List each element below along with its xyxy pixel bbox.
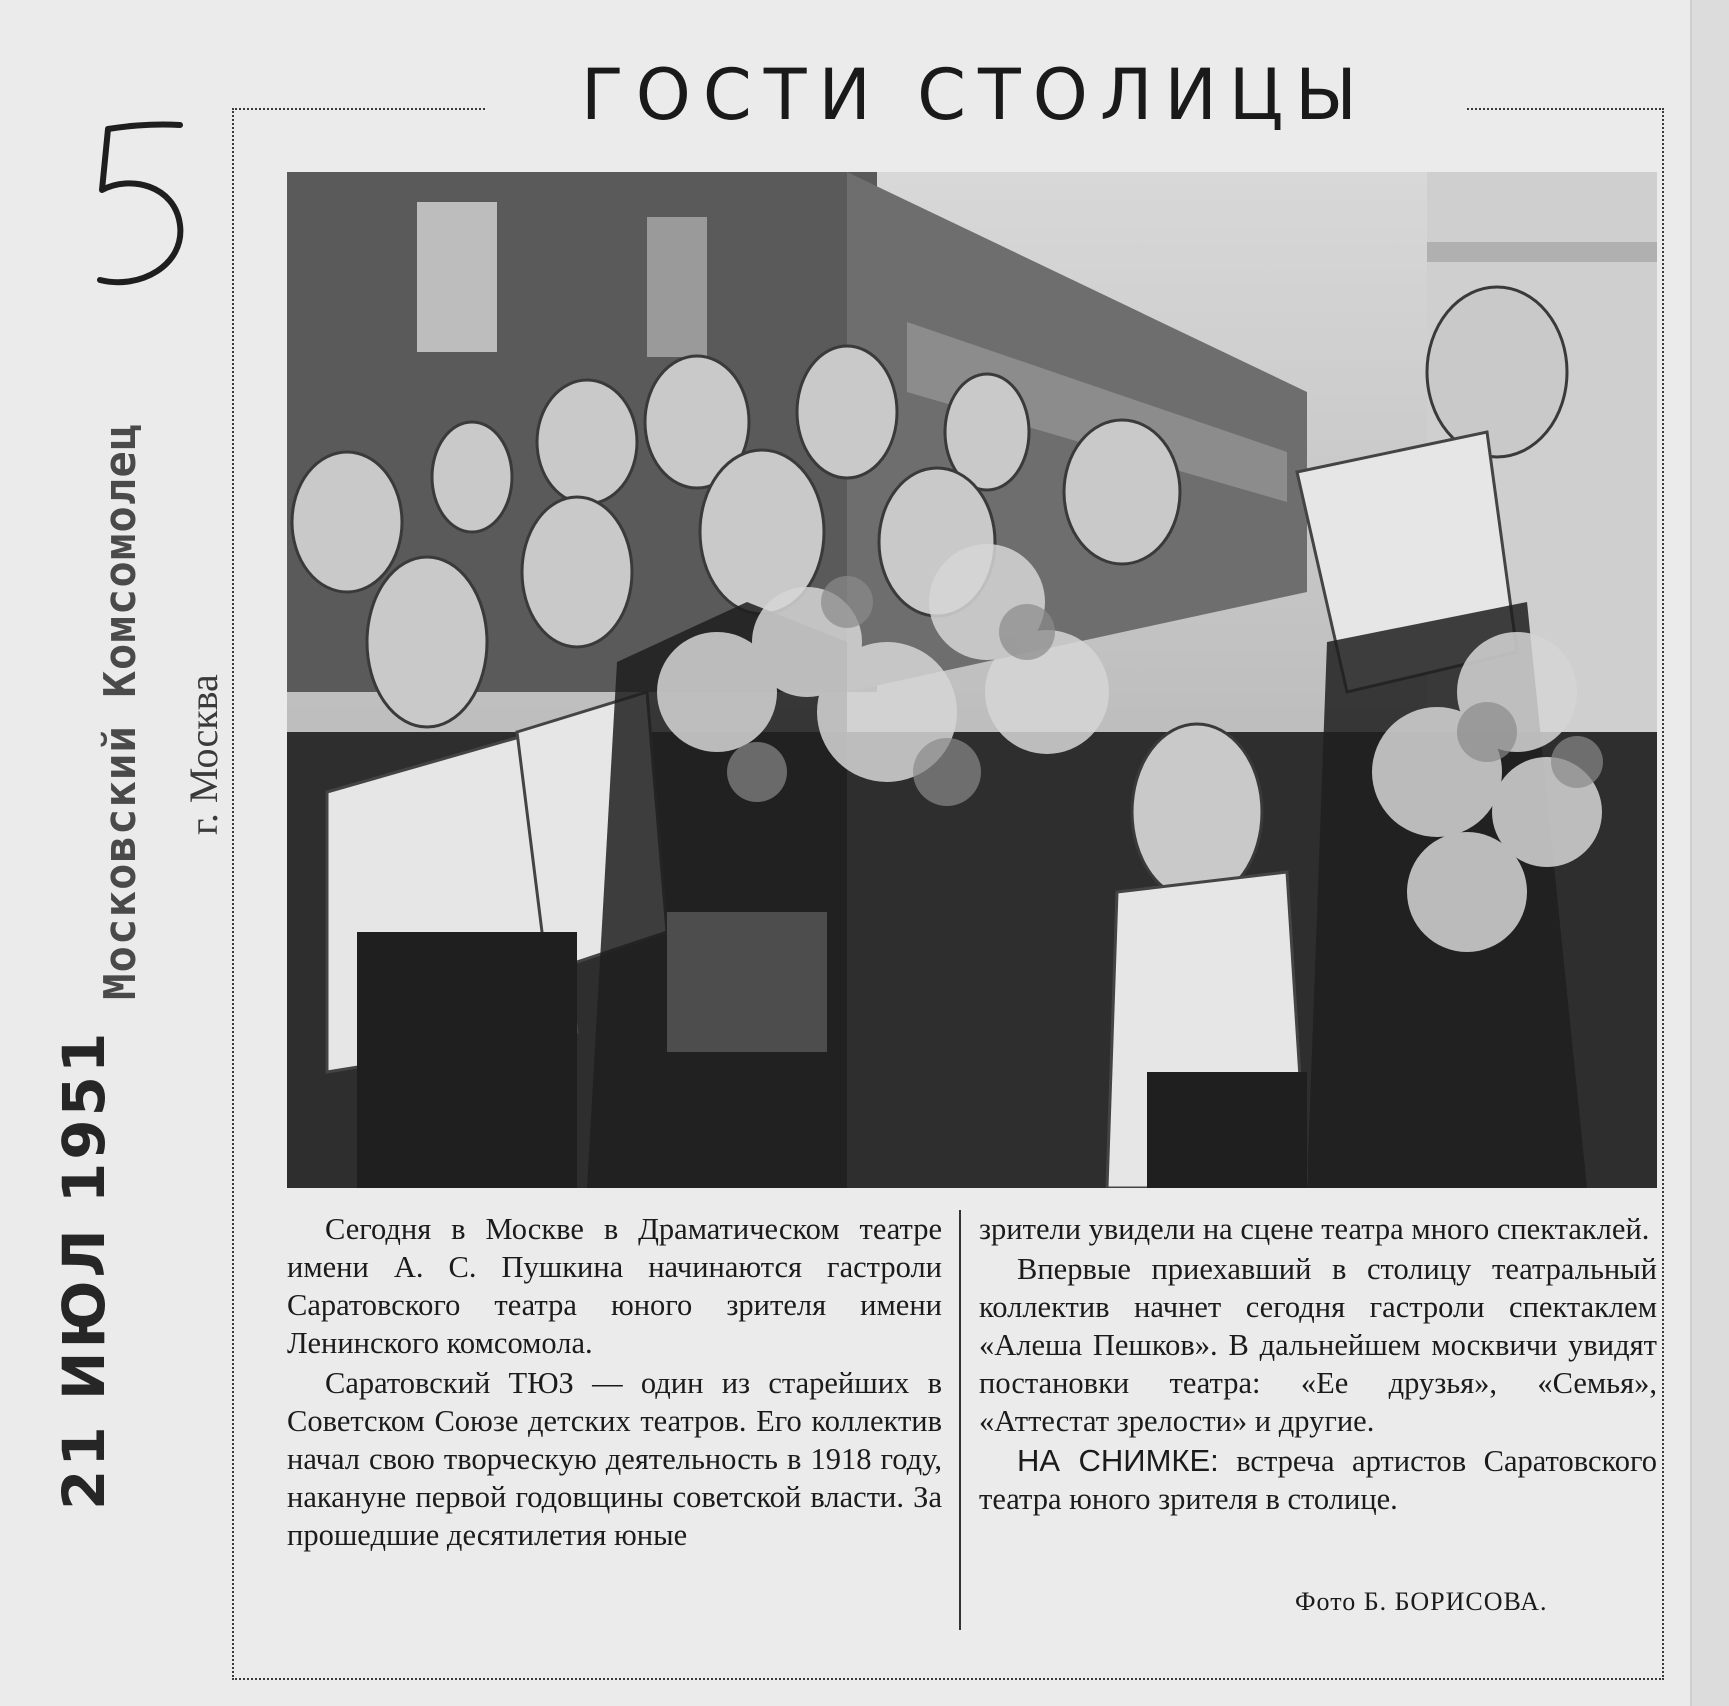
- article-paragraph: Впервые приехавший в столицу театральный коллектив начнет сегодня гастроли спектаклем «Алеша Пешков». В дальнейшем москвичи увидят постановки театра: «Ее друзья», «Семья», «Аттестат зрелости» и другие.: [979, 1252, 1657, 1438]
- article-paragraph: зрители увидели на сцене театра много спектаклей.: [979, 1212, 1650, 1246]
- caption-lead: НА СНИМКЕ:: [1017, 1443, 1219, 1478]
- stamp-city: г. Москва: [181, 674, 226, 835]
- photo-credit: Фото Б. БОРИСОВА.: [1295, 1587, 1548, 1616]
- article-body: [287, 1210, 1657, 1630]
- handwritten-page-number: [80, 115, 200, 295]
- stamp-date: 21 ИЮЛ 1951: [50, 1029, 118, 1510]
- article-column-left: [287, 1210, 942, 1554]
- caption-text: встреча артистов Саратовского театра юного зрителя в столице.: [979, 1444, 1657, 1516]
- stamp-newspaper-name: Московский Комсомолец: [95, 422, 146, 1000]
- photo-caption: [979, 1442, 1657, 1518]
- clipping-edge: [1690, 0, 1729, 1706]
- group-photo: [287, 172, 1657, 1188]
- article-column-right: [979, 1210, 1657, 1518]
- photo-illustration: [287, 172, 1657, 1188]
- article-paragraph: Сегодня в Москве в Драматическом театре имени А. С. Пушкина начинаются гастроли Саратовского театра юного зрителя имени Ленинского комсомола.: [287, 1212, 942, 1360]
- date-stamp: [50, 1030, 118, 1510]
- clipping-title: ГОСТИ СТОЛИЦЫ: [581, 54, 1369, 136]
- article-paragraph: Саратовский ТЮЗ — один из старейших в Советском Союзе детских театров. Его коллектив начал свою творческую деятельность в 1918 году, накануне первой годовщины советской власти. За прошедшие десятилетия юные: [287, 1366, 942, 1552]
- column-divider: [959, 1210, 961, 1630]
